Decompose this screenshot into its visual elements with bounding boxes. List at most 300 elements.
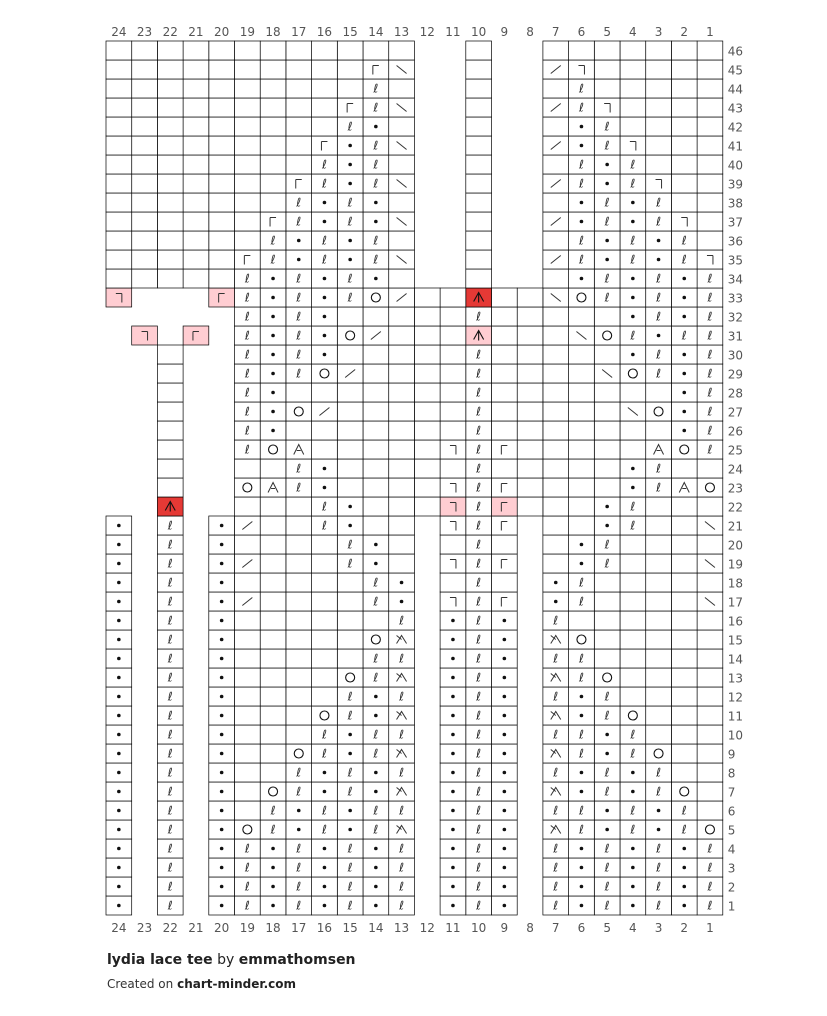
purl-symbol xyxy=(374,125,378,129)
row-number: 14 xyxy=(727,652,744,667)
column-number: 13 xyxy=(393,921,410,935)
stitch-cell xyxy=(286,41,312,60)
stitch-cell xyxy=(697,79,723,98)
twisted-knit-symbol: ℓ xyxy=(347,537,353,552)
row-number: 24 xyxy=(727,462,744,477)
twisted-knit-symbol: ℓ xyxy=(681,252,687,267)
purl-symbol xyxy=(117,600,121,604)
stitch-cell xyxy=(260,592,286,611)
twisted-knit-symbol: ℓ xyxy=(347,195,353,210)
purl-symbol xyxy=(580,904,584,908)
stitch-cell xyxy=(569,364,595,383)
purl-symbol xyxy=(220,657,224,661)
stitch-cell xyxy=(209,174,235,193)
column-number: 12 xyxy=(419,921,435,935)
stitch-cell xyxy=(697,573,723,592)
stitch-cell xyxy=(209,288,235,307)
stitch-cell xyxy=(492,421,518,440)
row-number: 19 xyxy=(727,557,744,572)
stitch-cell xyxy=(646,136,672,155)
purl-symbol xyxy=(271,277,275,281)
twisted-knit-symbol: ℓ xyxy=(270,803,276,818)
twisted-knit-symbol: ℓ xyxy=(296,366,302,381)
twisted-knit-symbol: ℓ xyxy=(296,765,302,780)
purl-symbol xyxy=(220,524,224,528)
stitch-cell xyxy=(671,668,697,687)
twisted-knit-symbol: ℓ xyxy=(656,309,662,324)
stitch-cell xyxy=(363,459,389,478)
twisted-knit-symbol: ℓ xyxy=(347,765,353,780)
twisted-knit-symbol: ℓ xyxy=(167,651,173,666)
purl-symbol xyxy=(271,372,275,376)
purl-symbol xyxy=(503,714,507,718)
stitch-cell xyxy=(157,383,183,402)
stitch-cell xyxy=(517,421,543,440)
stitch-cell xyxy=(697,459,723,478)
twisted-knit-symbol: ℓ xyxy=(578,803,584,818)
purl-symbol xyxy=(374,220,378,224)
twisted-knit-symbol: ℓ xyxy=(604,765,610,780)
stitch-cell xyxy=(106,41,132,60)
stitch-cell xyxy=(389,345,415,364)
stitch-cell xyxy=(389,554,415,573)
stitch-cell xyxy=(646,668,672,687)
stitch-cell xyxy=(106,231,132,250)
stitch-cell xyxy=(646,649,672,668)
purl-symbol xyxy=(503,638,507,642)
stitch-cell xyxy=(260,174,286,193)
purl-symbol xyxy=(348,182,352,186)
stitch-cell xyxy=(106,212,132,231)
stitch-cell xyxy=(697,706,723,725)
stitch-cell xyxy=(620,383,646,402)
stitch-cell xyxy=(337,79,363,98)
column-number: 18 xyxy=(265,25,281,39)
twisted-knit-symbol: ℓ xyxy=(476,784,482,799)
twisted-knit-symbol: ℓ xyxy=(167,746,173,761)
purl-symbol xyxy=(682,296,686,300)
stitch-cell xyxy=(106,269,132,288)
twisted-knit-symbol: ℓ xyxy=(604,138,610,153)
stitch-cell xyxy=(132,193,158,212)
stitch-cell xyxy=(414,345,440,364)
twisted-knit-symbol: ℓ xyxy=(167,518,173,533)
stitch-cell xyxy=(337,630,363,649)
twisted-knit-symbol: ℓ xyxy=(630,746,636,761)
stitch-cell xyxy=(671,440,697,459)
stitch-cell xyxy=(209,269,235,288)
twisted-knit-symbol: ℓ xyxy=(296,879,302,894)
stitch-cell xyxy=(286,516,312,535)
stitch-cell xyxy=(260,497,286,516)
purl-symbol xyxy=(220,619,224,623)
stitch-cell xyxy=(106,288,132,307)
twisted-knit-symbol: ℓ xyxy=(553,898,559,913)
stitch-cell xyxy=(569,459,595,478)
twisted-knit-symbol: ℓ xyxy=(656,366,662,381)
stitch-cell xyxy=(260,459,286,478)
column-number: 20 xyxy=(214,921,230,935)
stitch-cell xyxy=(440,326,466,345)
purl-symbol xyxy=(580,562,584,566)
stitch-cell xyxy=(235,98,261,117)
stitch-cell xyxy=(157,269,183,288)
purl-symbol xyxy=(271,847,275,851)
stitch-cell xyxy=(363,288,389,307)
purl-symbol xyxy=(657,809,661,813)
stitch-cell xyxy=(492,497,518,516)
purl-symbol xyxy=(348,733,352,737)
twisted-knit-symbol: ℓ xyxy=(167,613,173,628)
twisted-knit-symbol: ℓ xyxy=(604,898,610,913)
twisted-knit-symbol: ℓ xyxy=(604,290,610,305)
stitch-cell xyxy=(235,706,261,725)
row-number: 8 xyxy=(727,766,736,781)
twisted-knit-symbol: ℓ xyxy=(373,252,379,267)
stitch-cell xyxy=(286,554,312,573)
credit-line xyxy=(107,977,296,991)
stitch-cell xyxy=(312,649,338,668)
purl-symbol xyxy=(323,486,327,490)
purl-symbol xyxy=(220,904,224,908)
twisted-knit-symbol: ℓ xyxy=(399,613,405,628)
stitch-cell xyxy=(389,383,415,402)
purl-symbol xyxy=(220,885,224,889)
stitch-cell xyxy=(492,440,518,459)
twisted-knit-symbol: ℓ xyxy=(476,898,482,913)
stitch-cell xyxy=(209,136,235,155)
purl-symbol xyxy=(580,220,584,224)
twisted-knit-symbol: ℓ xyxy=(167,803,173,818)
stitch-cell xyxy=(260,478,286,497)
twisted-knit-symbol: ℓ xyxy=(244,898,250,913)
twisted-knit-symbol: ℓ xyxy=(476,385,482,400)
stitch-cell xyxy=(235,212,261,231)
stitch-cell xyxy=(312,668,338,687)
stitch-cell xyxy=(620,668,646,687)
twisted-knit-symbol: ℓ xyxy=(399,765,405,780)
purl-symbol xyxy=(323,866,327,870)
row-number: 35 xyxy=(727,253,744,268)
stitch-cell xyxy=(157,402,183,421)
twisted-knit-symbol: ℓ xyxy=(476,803,482,818)
stitch-cell xyxy=(389,744,415,763)
row-number: 17 xyxy=(727,595,744,610)
stitch-cell xyxy=(466,155,492,174)
stitch-cell xyxy=(569,383,595,402)
stitch-cell xyxy=(671,79,697,98)
stitch-cell xyxy=(389,269,415,288)
twisted-knit-symbol: ℓ xyxy=(167,727,173,742)
twisted-knit-symbol: ℓ xyxy=(373,594,379,609)
purl-symbol xyxy=(117,676,121,680)
twisted-knit-symbol: ℓ xyxy=(347,556,353,571)
twisted-knit-symbol: ℓ xyxy=(578,233,584,248)
twisted-knit-symbol: ℓ xyxy=(656,784,662,799)
twisted-knit-symbol: ℓ xyxy=(167,708,173,723)
stitch-cell xyxy=(671,41,697,60)
stitch-cell xyxy=(312,706,338,725)
purl-symbol xyxy=(348,258,352,262)
stitch-cell xyxy=(106,174,132,193)
stitch-cell xyxy=(183,269,209,288)
purl-symbol xyxy=(220,543,224,547)
twisted-knit-symbol: ℓ xyxy=(373,157,379,172)
stitch-cell xyxy=(671,573,697,592)
twisted-knit-symbol: ℓ xyxy=(244,347,250,362)
purl-symbol xyxy=(580,201,584,205)
stitch-cell xyxy=(312,136,338,155)
purl-symbol xyxy=(374,543,378,547)
stitch-cell xyxy=(157,421,183,440)
purl-symbol xyxy=(117,714,121,718)
twisted-knit-symbol: ℓ xyxy=(476,841,482,856)
stitch-cell xyxy=(414,421,440,440)
column-number: 5 xyxy=(603,25,611,39)
purl-symbol xyxy=(580,866,584,870)
stitch-cell xyxy=(671,592,697,611)
purl-symbol xyxy=(451,733,455,737)
twisted-knit-symbol: ℓ xyxy=(630,176,636,191)
stitch-cell xyxy=(157,364,183,383)
stitch-cell xyxy=(363,41,389,60)
twisted-knit-symbol: ℓ xyxy=(604,556,610,571)
purl-symbol xyxy=(503,771,507,775)
purl-symbol xyxy=(451,619,455,623)
stitch-cell xyxy=(157,136,183,155)
purl-symbol xyxy=(580,790,584,794)
twisted-knit-symbol: ℓ xyxy=(476,442,482,457)
stitch-cell xyxy=(517,440,543,459)
created-on-label: Created on xyxy=(107,977,174,991)
column-number: 14 xyxy=(368,25,384,39)
stitch-cell xyxy=(671,516,697,535)
row-number: 4 xyxy=(727,842,736,857)
purl-symbol xyxy=(271,885,275,889)
column-number: 14 xyxy=(368,921,384,935)
twisted-knit-symbol: ℓ xyxy=(656,271,662,286)
column-number: 12 xyxy=(419,25,435,39)
twisted-knit-symbol: ℓ xyxy=(604,860,610,875)
purl-symbol xyxy=(323,885,327,889)
stitch-cell xyxy=(132,155,158,174)
stitch-cell xyxy=(312,98,338,117)
site-link[interactable]: chart-minder.com xyxy=(177,977,296,991)
purl-symbol xyxy=(631,201,635,205)
stitch-cell xyxy=(209,250,235,269)
column-number: 6 xyxy=(577,25,586,39)
twisted-knit-symbol: ℓ xyxy=(347,119,353,134)
purl-symbol xyxy=(631,847,635,851)
stitch-cell xyxy=(620,421,646,440)
purl-symbol xyxy=(348,144,352,148)
column-number: 10 xyxy=(471,921,487,935)
stitch-cell xyxy=(157,98,183,117)
column-number: 24 xyxy=(111,25,127,39)
purl-symbol xyxy=(297,239,301,243)
stitch-cell xyxy=(337,459,363,478)
stitch-cell xyxy=(620,41,646,60)
twisted-knit-symbol: ℓ xyxy=(167,860,173,875)
purl-symbol xyxy=(631,296,635,300)
stitch-cell xyxy=(260,193,286,212)
purl-symbol xyxy=(323,904,327,908)
stitch-cell xyxy=(337,611,363,630)
twisted-knit-symbol: ℓ xyxy=(373,670,379,685)
stitch-cell xyxy=(671,117,697,136)
twisted-knit-symbol: ℓ xyxy=(399,898,405,913)
twisted-knit-symbol: ℓ xyxy=(347,214,353,229)
purl-symbol xyxy=(631,467,635,471)
row-number: 31 xyxy=(727,329,744,344)
purl-symbol xyxy=(580,771,584,775)
stitch-cell xyxy=(543,383,569,402)
stitch-cell xyxy=(260,782,286,801)
purl-symbol xyxy=(682,372,686,376)
purl-symbol xyxy=(580,125,584,129)
stitch-cell xyxy=(389,41,415,60)
stitch-cell xyxy=(697,763,723,782)
stitch-cell xyxy=(517,459,543,478)
stitch-cell xyxy=(440,364,466,383)
stitch-cell xyxy=(235,231,261,250)
stitch-cell xyxy=(312,41,338,60)
row-number: 15 xyxy=(727,633,744,648)
stitch-cell xyxy=(594,592,620,611)
stitch-cell xyxy=(235,649,261,668)
purl-symbol xyxy=(374,866,378,870)
purl-symbol xyxy=(117,866,121,870)
stitch-cell xyxy=(286,440,312,459)
stitch-cell xyxy=(543,440,569,459)
stitch-cell xyxy=(260,687,286,706)
stitch-cell xyxy=(286,725,312,744)
purl-symbol xyxy=(348,505,352,509)
stitch-cell xyxy=(671,744,697,763)
stitch-cell xyxy=(286,744,312,763)
column-number: 11 xyxy=(445,25,461,39)
stitch-cell xyxy=(337,383,363,402)
stitch-cell xyxy=(183,117,209,136)
stitch-cell xyxy=(569,630,595,649)
column-number: 8 xyxy=(526,921,534,935)
twisted-knit-symbol: ℓ xyxy=(476,822,482,837)
stitch-cell xyxy=(646,440,672,459)
stitch-cell xyxy=(440,345,466,364)
stitch-cell xyxy=(646,402,672,421)
stitch-cell xyxy=(260,630,286,649)
twisted-knit-symbol: ℓ xyxy=(578,81,584,96)
stitch-cell xyxy=(697,231,723,250)
purl-symbol xyxy=(451,790,455,794)
stitch-cell xyxy=(363,497,389,516)
purl-symbol xyxy=(682,315,686,319)
stitch-cell xyxy=(671,136,697,155)
stitch-cell xyxy=(414,402,440,421)
twisted-knit-symbol: ℓ xyxy=(604,784,610,799)
stitch-cell xyxy=(440,421,466,440)
stitch-cell xyxy=(543,345,569,364)
twisted-knit-symbol: ℓ xyxy=(476,366,482,381)
stitch-cell xyxy=(646,421,672,440)
twisted-knit-symbol: ℓ xyxy=(656,195,662,210)
stitch-cell xyxy=(671,497,697,516)
stitch-cell xyxy=(106,60,132,79)
purl-symbol xyxy=(220,790,224,794)
twisted-knit-symbol: ℓ xyxy=(553,879,559,894)
twisted-knit-symbol: ℓ xyxy=(167,689,173,704)
column-number: 21 xyxy=(188,25,204,39)
stitch-cell xyxy=(543,516,569,535)
stitch-cell xyxy=(569,288,595,307)
twisted-knit-symbol: ℓ xyxy=(399,860,405,875)
stitch-cell xyxy=(183,98,209,117)
stitch-cell xyxy=(697,820,723,839)
stitch-cell xyxy=(389,326,415,345)
stitch-cell xyxy=(440,440,466,459)
twisted-knit-symbol: ℓ xyxy=(347,898,353,913)
column-number: 22 xyxy=(162,25,178,39)
twisted-knit-symbol: ℓ xyxy=(399,727,405,742)
purl-symbol xyxy=(631,277,635,281)
designer-name[interactable]: emmathomsen xyxy=(238,952,356,968)
purl-symbol xyxy=(323,353,327,357)
twisted-knit-symbol: ℓ xyxy=(656,480,662,495)
stitch-cell xyxy=(312,592,338,611)
stitch-cell xyxy=(646,744,672,763)
row-number: 5 xyxy=(727,823,736,838)
stitch-cell xyxy=(671,725,697,744)
purl-symbol xyxy=(323,201,327,205)
stitch-cell xyxy=(389,193,415,212)
stitch-cell xyxy=(260,649,286,668)
twisted-knit-symbol: ℓ xyxy=(630,518,636,533)
stitch-cell xyxy=(286,383,312,402)
stitch-cell xyxy=(312,630,338,649)
stitch-cell xyxy=(492,364,518,383)
twisted-knit-symbol: ℓ xyxy=(476,632,482,647)
stitch-cell xyxy=(543,307,569,326)
stitch-cell xyxy=(466,212,492,231)
purl-symbol xyxy=(580,144,584,148)
purl-symbol xyxy=(117,524,121,528)
stitch-cell xyxy=(132,136,158,155)
twisted-knit-symbol: ℓ xyxy=(578,252,584,267)
twisted-knit-symbol: ℓ xyxy=(167,594,173,609)
stitch-cell xyxy=(157,117,183,136)
purl-symbol xyxy=(631,885,635,889)
stitch-cell xyxy=(697,60,723,79)
stitch-cell xyxy=(492,535,518,554)
stitch-cell xyxy=(440,554,466,573)
twisted-knit-symbol: ℓ xyxy=(604,689,610,704)
stitch-cell xyxy=(646,573,672,592)
purl-symbol xyxy=(657,258,661,262)
twisted-knit-symbol: ℓ xyxy=(553,689,559,704)
twisted-knit-symbol: ℓ xyxy=(476,727,482,742)
twisted-knit-symbol: ℓ xyxy=(476,423,482,438)
twisted-knit-symbol: ℓ xyxy=(578,651,584,666)
stitch-cell xyxy=(209,155,235,174)
stitch-cell xyxy=(697,41,723,60)
stitch-cell xyxy=(132,326,158,345)
stitch-cell xyxy=(594,440,620,459)
stitch-cell xyxy=(260,41,286,60)
stitch-cell xyxy=(671,554,697,573)
stitch-cell xyxy=(286,155,312,174)
twisted-knit-symbol: ℓ xyxy=(707,290,713,305)
twisted-knit-symbol: ℓ xyxy=(167,765,173,780)
